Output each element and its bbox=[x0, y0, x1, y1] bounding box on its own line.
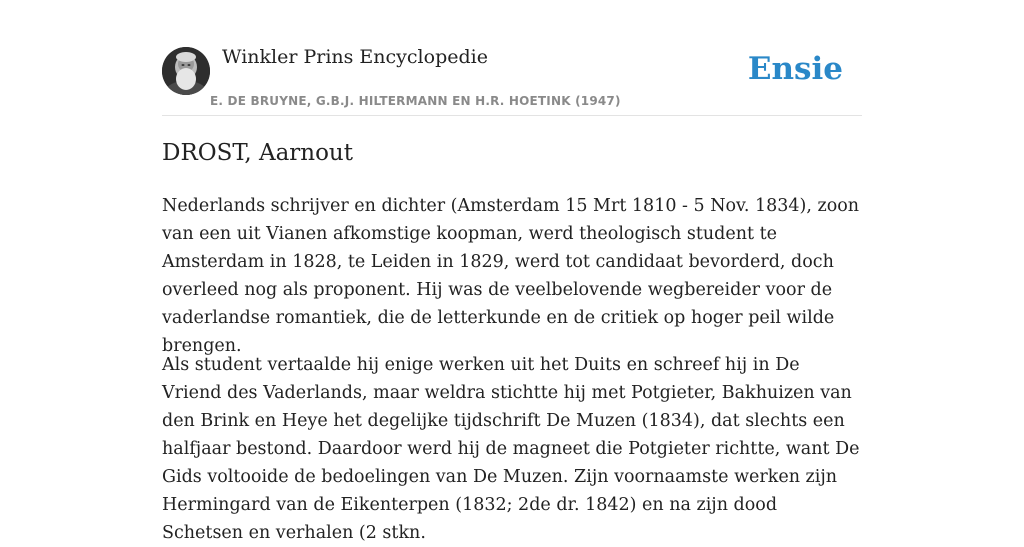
entry-paragraph: Nederlands schrijver en dichter (Amsterdam 15 Mrt 1810 - 5 Nov. 1834), zoon van een uit Vianen afkomstige koopman, werd theologisch student te Amsterdam in 1828, te Leiden in 1829, werd tot candidaat bevorderd, doch overleed nog als proponent. Hij was de veelbelovende wegbereider voor de vaderlandse romantiek, die de letterkunde en de critiek op hoger peil wilde brengen. bbox=[162, 196, 860, 356]
source-authors: E. DE BRUYNE, G.B.J. HILTERMANN EN H.R. HOETINK (1947) bbox=[210, 94, 621, 108]
article-page bbox=[162, 0, 862, 543]
source-title-link[interactable]: Winkler Prins Encyclopedie bbox=[222, 46, 488, 68]
entry-title: DROST, Aarnout bbox=[162, 140, 353, 166]
portrait-image bbox=[162, 47, 210, 95]
brand-logo[interactable]: Ensie bbox=[747, 51, 843, 87]
entry-paragraph: Als student vertaalde hij enige werken uit het Duits en schreef hij in De Vriend des Vaderlands, maar weldra stichtte hij met Potgieter, Bakhuizen van den Brink en Heye het degelijke tijdschrift De Muzen (1834), dat slechts een halfjaar bestond. Daardoor werd hij de magneet die Potgieter richtte, want De Gids voltooide de bedoelingen van De Muzen. Zijn voornaamste werken zijn Hermingard van de Eikenterpen (1832; 2de dr. 1842) en na zijn dood Schetsen en verhalen (2 stkn. bbox=[162, 355, 860, 543]
source-header bbox=[162, 0, 862, 116]
author-avatar[interactable] bbox=[162, 47, 210, 95]
